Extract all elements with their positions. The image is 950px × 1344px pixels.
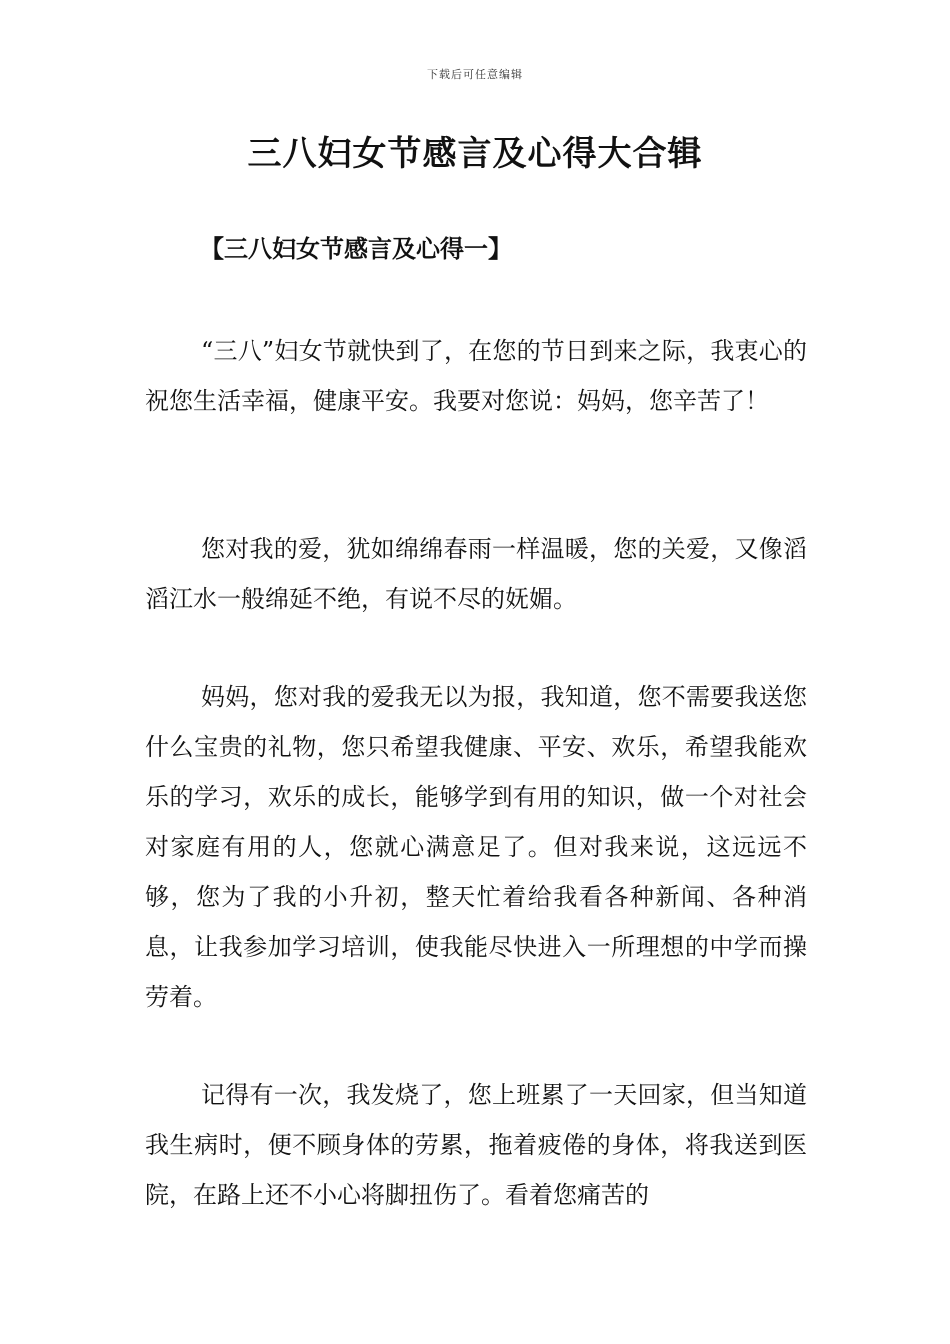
section-heading: 【三八妇女节感言及心得一】 [200,234,512,263]
paragraph: 您对我的爱，犹如绵绵春雨一样温暖，您的关爱，又像滔滔江水一般绵延不绝，有说不尽的妩媚。 [145,535,807,613]
header-note: 下载后可任意编辑 [427,68,523,81]
document-title: 三八妇女节感言及心得大合辑 [247,134,703,174]
paragraph: 妈妈，您对我的爱我无以为报，我知道，您不需要我送您什么宝贵的礼物，您只希望我健康、平安、欢乐，希望我能欢乐的学习，欢乐的成长，能够学到有用的知识，做一个对社会对家庭有用的人，您就心满意足了。但对我来说，这远远不够，您为了我的小升初，整天忙着给我看各种新闻、各种消息，让我参加学习培训，使我能尽快进入一所理想的中学而操劳着。 [145,683,807,1011]
paragraph: “三八”妇女节就快到了，在您的节日到来之际，我衷心的祝您生活幸福，健康平安。我要对您说：妈妈，您辛苦了！ [145,337,807,415]
paragraph: 记得有一次，我发烧了，您上班累了一天回家，但当知道我生病时，便不顾身体的劳累，拖着疲倦的身体，将我送到医院，在路上还不小心将脚扭伤了。看着您痛苦的 [145,1081,807,1209]
